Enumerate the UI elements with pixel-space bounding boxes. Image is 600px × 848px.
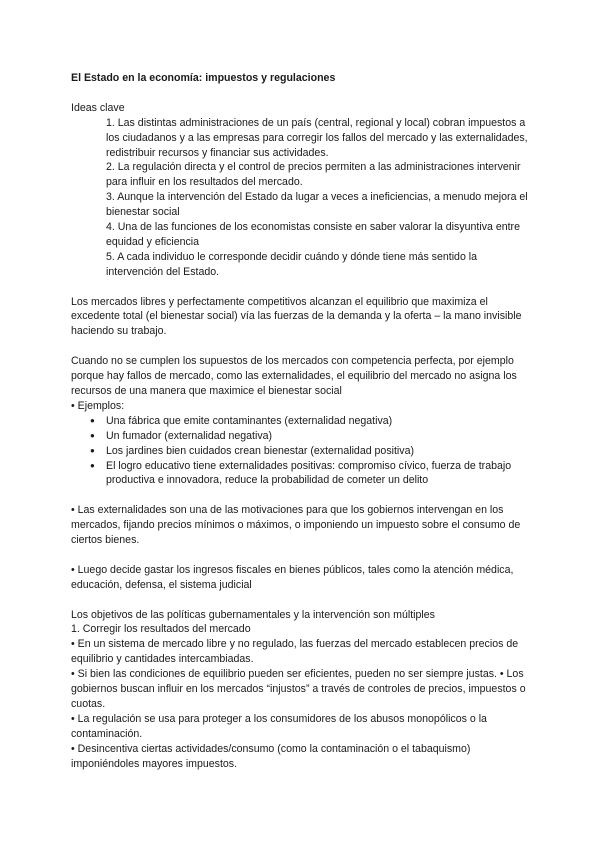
objetivos-heading: Los objetivos de las políticas gubernamentales y la intervención son múltiples (71, 608, 435, 621)
objetivos-line: • La regulación se usa para proteger a los consumidores de los abusos monopólicos o la contaminación. (71, 712, 487, 740)
objetivos-line: • Si bien las condiciones de equilibrio pueden ser eficientes, pueden no ser siempre justas. • Los gobiernos buscan influir en los mercados “injustos” a través de controles de precios, impuestos o cuotas. (71, 668, 526, 710)
document-title: El Estado en la economía: impuestos y regulaciones (71, 72, 336, 84)
ejemplos-list (71, 414, 533, 489)
ejemplo-item: ● Un fumador (externalidad negativa) (71, 429, 533, 444)
spacer (71, 548, 533, 563)
spacer (71, 593, 533, 608)
spacer (71, 280, 533, 295)
ejemplo-item: ● Una fábrica que emite contaminantes (externalidad negativa) (71, 414, 533, 429)
idea-item: 4. Una de las funciones de los economistas consiste en saber valorar la disyuntiva entre equidad y eficiencia (106, 221, 520, 248)
paragraph-supuestos: Cuando no se cumplen los supuestos de los mercados con competencia perfecta, por ejemplo porque hay fallos de mercado, como las externalidades, el equilibrio del mercado no asigna los recursos de una manera que maximice el bienestar social (71, 355, 517, 397)
idea-item: 2. La regulación directa y el control de precios permiten a las administraciones intervenir para influir en los resultados del mercado. (106, 161, 521, 189)
idea-item: 3. Aunque la intervención del Estado da lugar a veces a ineficiencias, a menudo mejora el bienestar social (106, 191, 528, 219)
paragraph-externalidades: • Las externalidades son una de las motivaciones para que los gobiernos intervengan en los mercados, fijando precios mínimos o máximos, o imponiendo un impuesto sobre el consumo de ciertos bienes. (71, 504, 521, 547)
paragraph-mercados-libres: Los mercados libres y perfectamente competitivos alcanzan el equilibrio que maximiza el excedente total (el bienestar social) vía las fuerzas de la demanda y la oferta – la mano invisible haciendo su trabajo. (71, 295, 522, 338)
ideas-clave-heading: Ideas clave (71, 101, 125, 114)
spacer (71, 339, 533, 354)
idea-item: 5. A cada individuo le corresponde decidir cuándo y dónde tiene más sentido la intervención del Estado. (106, 250, 478, 278)
idea-item: 1. Las distintas administraciones de un país (central, regional y local) cobran impuestos a los ciudadanos y a las empresas para corregir los fallos del mercado y las externalidades, redistribuir recursos y financiar sus actividades. (106, 116, 528, 159)
document-body (71, 71, 533, 772)
objetivos-line: • Desincentiva ciertas actividades/consumo (como la contaminación o el tabaquismo) imponiéndoles mayores impuestos. (71, 742, 471, 770)
objetivos-line: • En un sistema de mercado libre y no regulado, las fuerzas del mercado establecen precios de equilibrio y cantidades intercambiadas. (71, 638, 519, 666)
objetivos-subheading: 1. Corregir los resultados del mercado (71, 623, 251, 636)
paragraph-gastar: • Luego decide gastar los ingresos fiscales en bienes públicos, tales como la atención médica, educación, defensa, el sistema judicial (71, 563, 514, 591)
ejemplos-heading: • Ejemplos: (71, 399, 125, 412)
spacer (71, 488, 533, 503)
ejemplo-item: ● El logro educativo tiene externalidades positivas: compromiso cívico, fuerza de trabajo productiva e innovadora, reduce la probabilidad de cometer un delito (71, 459, 533, 489)
ejemplo-item: ● Los jardines bien cuidados crean bienestar (externalidad positiva) (71, 444, 533, 459)
ideas-clave-list (71, 116, 533, 280)
